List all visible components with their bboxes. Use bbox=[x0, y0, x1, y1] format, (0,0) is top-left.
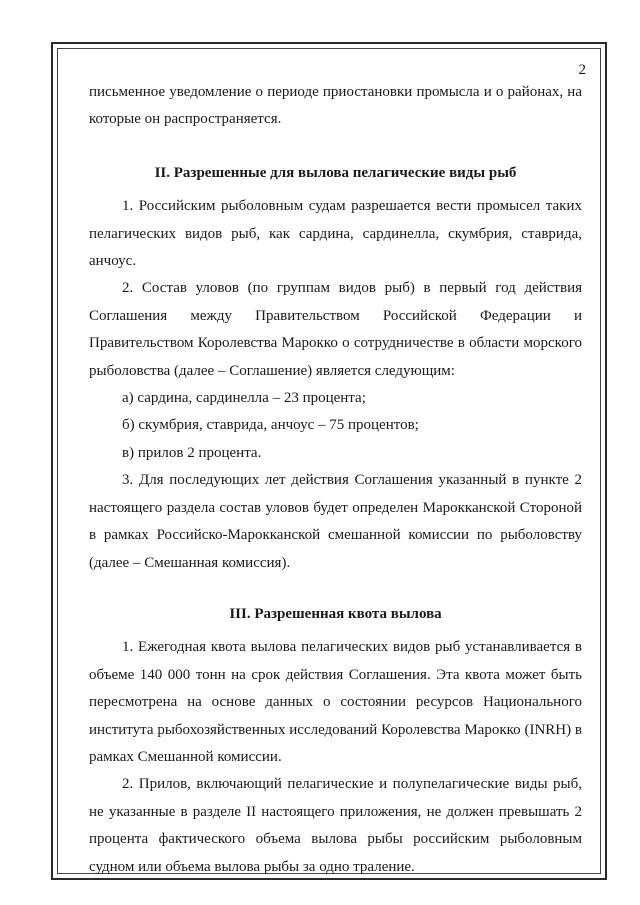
section-3-heading: III. Разрешенная квота вылова bbox=[229, 605, 442, 622]
page-number: 2 bbox=[578, 62, 586, 78]
document-body bbox=[89, 79, 582, 881]
list-item-a: а) сардина, сардинелла – 23 процента; bbox=[122, 390, 366, 407]
section-3-paragraph-2: 2. Прилов, включающий пелагические и полупелагические виды рыб, не указанные в разделе II настоящего приложения, не должен превышать 2 процента фактического объема вылова рыбы российским рыболовным судном или объема вылова рыбы за одно траление. bbox=[89, 776, 582, 875]
spacer bbox=[89, 134, 582, 160]
intro-paragraph: письменное уведомление о периоде приостановки промысла и о районах, на которые он распространяется. bbox=[89, 84, 582, 128]
list-item-b: б) скумбрия, ставрида, анчоус – 75 процентов; bbox=[122, 417, 419, 434]
spacer bbox=[89, 577, 582, 601]
section-2-paragraph-2: 2. Состав уловов (по группам видов рыб) в первый год действия Соглашения между Правительством Российской Федерации и Правительством Королевства Марокко о сотрудничестве в области морского рыболовства (далее – Соглашение) является следующим: bbox=[89, 280, 582, 379]
section-2-heading: II. Разрешенные для вылова пелагические виды рыб bbox=[154, 164, 517, 181]
section-2-paragraph-3: 3. Для последующих лет действия Соглашения указанный в пункте 2 настоящего раздела состав уловов будет определен Марокканской Стороной в рамках Российско-Марокканской смешанной комиссии по рыболовству (далее – Смешанная комиссия). bbox=[89, 472, 582, 571]
section-2-paragraph-1: 1. Российским рыболовным судам разрешается вести промысел таких пелагических видов рыб, как сардина, сардинелла, скумбрия, ставрида, анчоус. bbox=[89, 198, 582, 270]
section-3-paragraph-1: 1. Ежегодная квота вылова пелагических видов рыб устанавливается в объеме 140 000 тонн на срок действия Соглашения. Эта квота может быть пересмотрена на основе данных о состоянии ресурсов Национального института рыбохозяйственных исследований Королевства Марокко (INRH) в рамках Смешанной комиссии. bbox=[89, 639, 582, 765]
list-item-c: в) прилов 2 процента. bbox=[122, 444, 262, 461]
